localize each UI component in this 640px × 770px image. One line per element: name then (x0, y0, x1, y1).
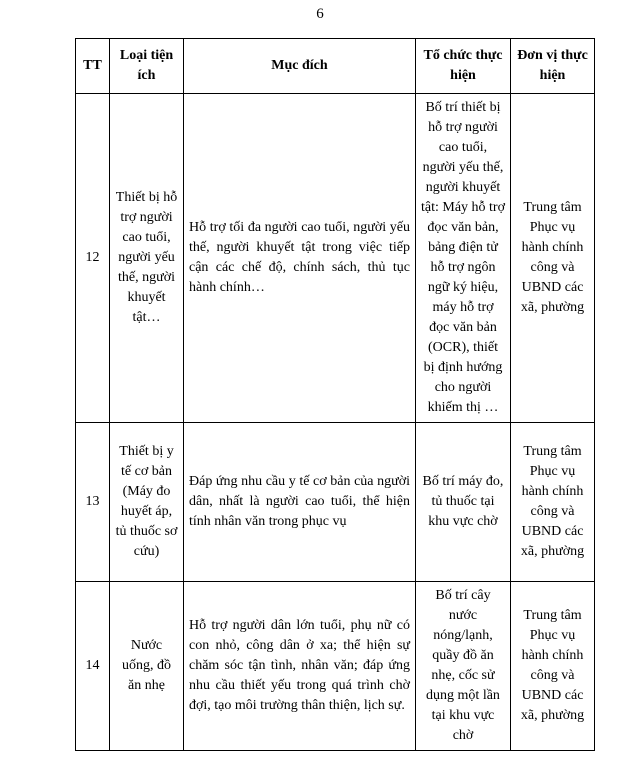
header-tt: TT (76, 39, 110, 94)
cell-type: Nước uống, đồ ăn nhẹ (110, 582, 184, 751)
cell-unit: Trung tâm Phục vụ hành chính công và UBND các xã, phường (511, 582, 595, 751)
cell-unit: Trung tâm Phục vụ hành chính công và UBND các xã, phường (511, 94, 595, 423)
cell-type: Thiết bị hỗ trợ người cao tuổi, người yếu thế, người khuyết tật… (110, 94, 184, 423)
header-org: Tổ chức thực hiện (416, 39, 511, 94)
table-row (76, 423, 595, 582)
table-row (76, 582, 595, 751)
utilities-table (75, 38, 595, 751)
cell-tt: 13 (76, 423, 110, 582)
table-row (76, 94, 595, 423)
cell-org: Bố trí cây nước nóng/lạnh, quầy đồ ăn nhẹ, cốc sử dụng một lần tại khu vực chờ (416, 582, 511, 751)
cell-purpose: Hỗ trợ tối đa người cao tuổi, người yếu thế, người khuyết tật trong việc tiếp cận các chế độ, chính sách, thủ tục hành chính… (184, 94, 416, 423)
header-type: Loại tiện ích (110, 39, 184, 94)
page-number: 6 (316, 6, 324, 22)
cell-org: Bố trí máy đo, tủ thuốc tại khu vực chờ (416, 423, 511, 582)
cell-purpose: Hỗ trợ người dân lớn tuổi, phụ nữ có con nhỏ, công dân ở xa; thể hiện sự chăm sóc tận tình, nhân văn; đáp ứng nhu cầu thiết yếu trong quá trình chờ đợi, tạo môi trường thân thiện, lịch sự. (184, 582, 416, 751)
cell-unit: Trung tâm Phục vụ hành chính công và UBND các xã, phường (511, 423, 595, 582)
cell-type: Thiết bị y tế cơ bản (Máy đo huyết áp, tủ thuốc sơ cứu) (110, 423, 184, 582)
cell-purpose: Đáp ứng nhu cầu y tế cơ bản của người dân, nhất là người cao tuổi, thể hiện tính nhân văn trong phục vụ (184, 423, 416, 582)
header-unit: Đơn vị thực hiện (511, 39, 595, 94)
header-purpose: Mục đích (184, 39, 416, 94)
table-header-row (76, 39, 595, 94)
cell-tt: 14 (76, 582, 110, 751)
cell-tt: 12 (76, 94, 110, 423)
cell-org: Bố trí thiết bị hỗ trợ người cao tuổi, người yếu thế, người khuyết tật: Máy hỗ trợ đọc văn bản, bảng điện tử hỗ trợ ngôn ngữ ký hiệu, máy hỗ trợ đọc văn bản (OCR), thiết bị định hướng cho người khiếm thị … (416, 94, 511, 423)
